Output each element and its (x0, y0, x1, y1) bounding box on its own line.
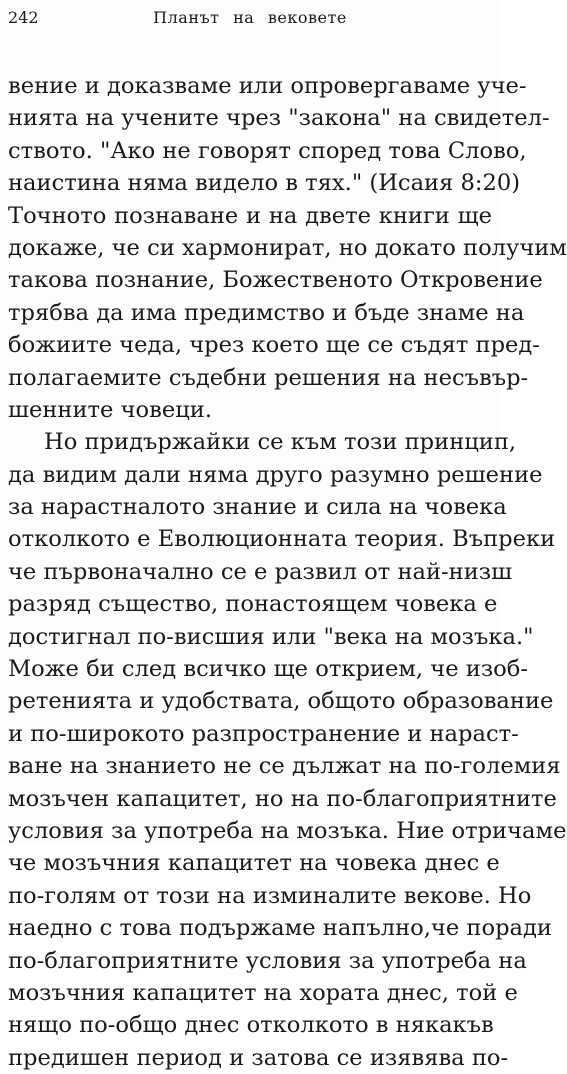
text-line: докаже, че си хармонират, но докато получим (8, 234, 567, 261)
text-line: нящо по-общо днес отколкото в някакъв (8, 1012, 494, 1039)
text-line: божиите чеда, чрез което ще се съдят пред- (8, 332, 540, 359)
text-line: и по-широкото разпространение и нараст- (8, 720, 519, 747)
text-line: мозъчния капацитет на хората днес, той е (8, 979, 518, 1006)
text-line: да видим дали няма друго разумно решение (8, 461, 543, 488)
text-line: нията на учените чрез "закона" на свидетел- (8, 105, 550, 132)
text-line: условия за употреба на мозъка. Ние отричаме (8, 817, 567, 844)
text-line: Точното познаване и на двете книги ще (8, 202, 492, 229)
text-line: наедно с това подържаме напълно,че поради (8, 915, 552, 942)
text-line: ството. "Ако не говорят според това Слово, (8, 137, 527, 164)
text-line: за нарастналото знание и сила на човека (8, 494, 507, 521)
text-line: наистина няма видело в тях." (Исаия 8:20) (8, 170, 521, 197)
page-header (8, 6, 492, 30)
text-line: мозъчен капацитет, но на по-благоприятните (8, 785, 557, 812)
running-title: Планът на вековете (153, 8, 347, 27)
text-line: Може би след всичко ще открием, че изоб- (8, 656, 528, 683)
paragraph-end-line: шенните човеци. (8, 396, 213, 423)
body-text (8, 70, 567, 1074)
page-number: 242 (8, 8, 39, 27)
text-line: достигнал по-висшия или "века на мозъка." (8, 623, 534, 650)
text-line: по-благоприятните условия за употреба на (8, 947, 527, 974)
text-line: такова познание, Божественото Откровение (8, 267, 543, 294)
text-line: че мозъчния капацитет на човека днес е (8, 850, 500, 877)
text-line: вение и доказваме или опровергаваме уче- (8, 73, 527, 99)
text-line: полагаемите съдебни решения на несъвър- (8, 364, 529, 391)
text-line: отколкото е Еволюционната теория. Въпреки (8, 526, 556, 553)
text-line: ретенията и удобствата, общото образование (8, 688, 554, 715)
text-line: предишен период и затова се изявява по- (8, 1044, 509, 1071)
text-line: по-голям от този на изминалите векове. Но (8, 882, 532, 909)
text-line: ване на знанието не се дължат на по-големия (8, 753, 561, 780)
text-line: разряд същество, понастоящем човека е (8, 591, 498, 618)
text-line: че първоначално се е развил от най-низш (8, 558, 513, 585)
paragraph-start-line: Но придържайки се към този принцип, (44, 429, 517, 456)
text-line: трябва да има предимство и бъде знаме на (8, 299, 525, 326)
